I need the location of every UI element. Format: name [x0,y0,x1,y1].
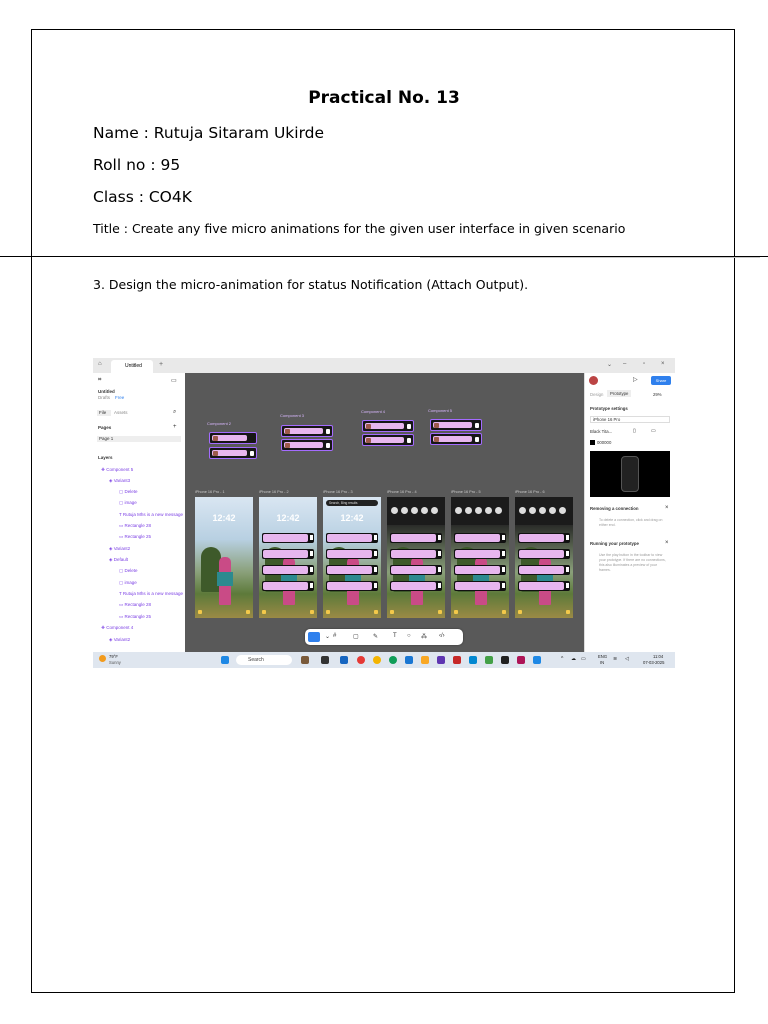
notification-variant[interactable] [281,439,333,451]
removing-text: To delete a connection, click and drag on either end. [599,518,663,527]
add-page-icon[interactable]: + [173,424,177,430]
tab-prototype[interactable]: Prototype [607,390,631,397]
file-name[interactable]: Untitled [98,389,115,394]
app-icon[interactable] [340,656,348,664]
notification-variant[interactable] [362,434,414,446]
class-line: Class : CO4K [93,188,192,206]
bottom-toolbar [305,629,463,645]
dev-mode-icon[interactable]: ‹/› [439,633,445,639]
chevron-up-icon[interactable]: ^ [561,656,564,662]
chrome-icon[interactable] [373,656,381,664]
weather-icon[interactable] [99,655,106,662]
comment-tool-icon[interactable]: ○ [407,633,411,639]
zoom-level[interactable]: 29% [653,392,662,397]
actions-tool-icon[interactable]: ⁂ [421,634,427,640]
phone-frame[interactable] [259,497,317,618]
component-label[interactable]: Component 2 [207,421,232,426]
clock-text: 12:42 [276,513,300,523]
plan-label: Free [115,395,125,400]
close-icon[interactable]: × [661,361,665,367]
phone-frame[interactable] [515,497,573,618]
chevron-down-icon[interactable]: ⌄ [325,634,331,640]
app-icon[interactable] [321,656,329,664]
notification-variant[interactable] [362,420,414,432]
cloud-icon[interactable]: ☁ [571,656,576,662]
new-tab-icon[interactable]: + [159,361,164,368]
layer-item[interactable]: ▢ Delete [119,489,138,494]
share-button[interactable]: Share [651,376,671,385]
layer-item[interactable]: ◈ Variant2 [109,637,131,642]
removing-heading: Removing a connection [590,506,639,511]
figma-menu-icon[interactable]: ⌗ [98,377,102,383]
app-icon[interactable] [517,656,525,664]
maximize-icon[interactable]: ▫ [643,361,646,367]
volume-icon[interactable]: ◁ [625,656,629,662]
phone-frame[interactable] [195,497,253,618]
weather-desc: Sunny [109,660,121,665]
component-label[interactable]: Component 5 [428,408,453,413]
horizontal-rule-shadow [420,257,760,258]
tab-file[interactable]: File [99,410,107,415]
page-item[interactable]: Page 1 [99,436,114,441]
color-select[interactable]: Black Tita... [590,429,613,434]
running-text: Use the play button in the toolbar to view your prototype. If there are no connections, this also illuminates a preview of your frames. [599,553,666,572]
frame-label[interactable]: iPhone 16 Pro - 6 [515,490,545,494]
frame-label[interactable]: iPhone 16 Pro - 3 [323,490,353,494]
layer-item[interactable]: ❖ Component 5 [101,467,134,472]
windows-taskbar [93,652,675,668]
weather-temp: 79°F [109,654,118,659]
figma-icon[interactable] [501,656,509,664]
taskbar-search[interactable]: Search [236,655,292,665]
phone-frame[interactable] [323,497,381,618]
close-icon[interactable]: × [665,540,669,546]
layer-item[interactable]: ◈ Variant2 [109,546,131,551]
layer-item[interactable]: ◈ Variant3 [109,478,131,483]
clock-text: 12:42 [212,513,236,523]
layers-panel [93,373,186,652]
clock-text: 12:42 [340,513,364,523]
lang[interactable]: ENG [598,654,608,659]
device-preview [590,451,670,497]
clock-date[interactable]: 07-03-2025 [643,660,665,665]
task-line: 3. Design the micro-animation for status Notification (Attach Output). [93,277,529,292]
device-name: iPhone 16 Pro [593,417,621,422]
layer-item[interactable]: ▭ Rectangle 28 [119,523,152,528]
panel-toggle-icon[interactable]: ▭ [171,378,177,384]
folder-icon[interactable] [421,656,429,664]
pen-tool-icon[interactable]: ✎ [373,634,379,640]
layer-item[interactable]: ▢ Delete [119,568,138,573]
roll-line: Roll no : 95 [93,156,181,174]
frame-label[interactable]: iPhone 16 Pro - 5 [451,490,481,494]
battery-icon[interactable]: ▭ [581,656,586,662]
search-icon[interactable]: ⌕ [173,409,177,415]
running-heading: Running your prototype [590,541,639,546]
play-icon[interactable]: ▷ [633,377,638,383]
tab-design[interactable]: Design [590,392,604,397]
app-icon[interactable] [485,656,493,664]
notification-variant[interactable] [209,447,257,459]
avatar[interactable] [589,376,598,385]
layer-item[interactable]: T Rutuja Mhs is a new message [119,591,183,596]
app-icon[interactable] [533,656,541,664]
chevron-down-icon[interactable]: ⌄ [607,362,613,368]
bg-swatch[interactable] [590,440,595,445]
app-icon[interactable] [469,656,477,664]
drafts-label: Drafts [98,395,111,400]
app-icon[interactable] [405,656,413,664]
layer-item[interactable]: ▭ Rectangle 28 [119,602,152,607]
home-icon[interactable]: ⌂ [98,361,102,367]
prototype-settings-heading: Prototype settings [590,406,628,411]
close-icon[interactable]: × [665,505,669,511]
move-tool-icon[interactable] [308,632,320,642]
frame-label[interactable]: iPhone 16 Pro - 2 [259,490,289,494]
component-label[interactable]: Component 3 [280,413,305,418]
app-icon[interactable] [357,656,365,664]
bg-hex[interactable]: 000000 [597,440,612,445]
frame-label[interactable]: iPhone 16 Pro - 1 [195,490,225,494]
tab-assets[interactable]: Assets [114,410,128,415]
shape-tool-icon[interactable]: ▢ [353,634,359,640]
document-title: Practical No. 13 [308,88,460,108]
browser-tab-bar [93,358,675,373]
layer-item[interactable]: ▢ image [119,500,137,505]
phone-frame[interactable] [451,497,509,618]
properties-panel [584,373,675,652]
layer-item[interactable]: T Rutuja Mhs is a new message [119,512,183,517]
notification-variant[interactable] [281,425,333,437]
figma-screenshot [93,358,675,668]
start-icon[interactable] [221,656,229,664]
layer-item[interactable]: ❖ Component 4 [101,625,134,630]
title-line: Title : Create any five micro animations for the given user interface in given scenario [93,221,626,236]
portrait-icon[interactable]: ▯ [633,428,636,434]
phone-frame[interactable] [387,497,445,618]
frame-label[interactable]: iPhone 16 Pro - 4 [387,490,417,494]
layer-item[interactable]: ◈ Default [109,557,128,562]
wifi-icon[interactable]: ≋ [613,656,618,662]
region: IN [600,660,605,665]
layer-item[interactable]: ▢ image [119,580,137,585]
minimize-icon[interactable]: – [623,361,627,367]
app-icon[interactable] [453,656,461,664]
landscape-icon[interactable]: ▭ [651,428,656,434]
clock-time[interactable]: 11:04 [653,654,664,659]
layers-label: Layers [98,455,113,460]
text-tool-icon[interactable]: T [393,633,397,639]
edge-icon[interactable] [389,656,397,664]
app-icon[interactable] [301,656,309,664]
tab-untitled[interactable] [111,360,153,373]
layer-item[interactable]: ▭ Rectangle 25 [119,614,152,619]
name-line: Name : Rutuja Sitaram Ukirde [93,124,325,142]
tab-title: Untitled [125,363,142,369]
search-bar[interactable]: Search, Bing results [326,500,378,506]
notification-variant[interactable] [430,419,482,431]
pages-label: Pages [98,425,112,430]
notification-variant[interactable] [430,433,482,445]
layer-item[interactable]: ▭ Rectangle 25 [119,534,152,539]
component-label[interactable]: Component 4 [361,409,386,414]
notification-variant[interactable] [209,432,257,444]
frame-tool-icon[interactable]: # [333,633,337,639]
design-canvas[interactable] [185,373,584,652]
app-icon[interactable] [437,656,445,664]
